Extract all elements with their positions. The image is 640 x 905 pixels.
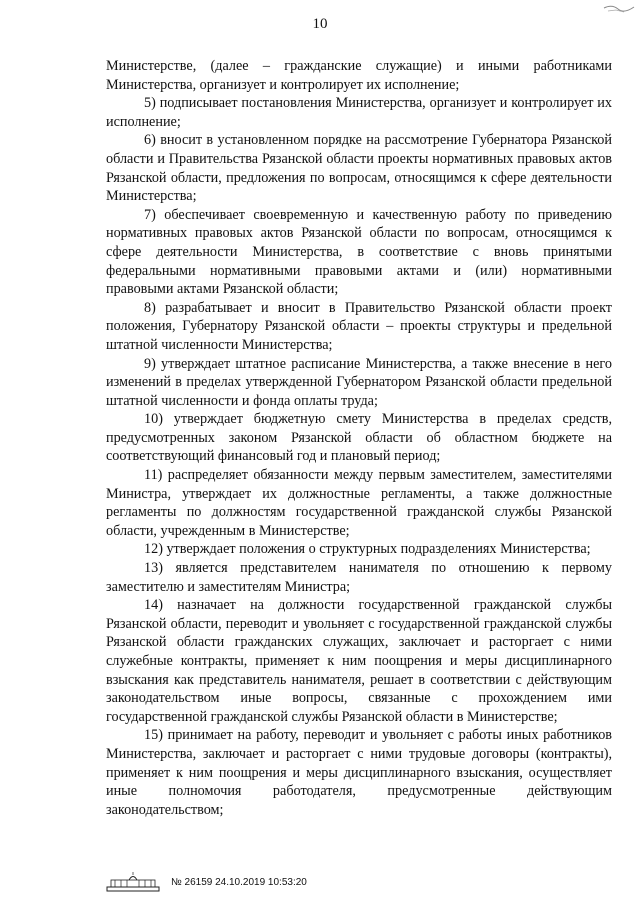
paragraph-item-13: 13) является представителем нанимателя по отношению к первому заместителю и заместителям Министра; bbox=[106, 560, 612, 595]
paragraph-item-12: 12) утверждает положения о структурных подразделениях Министерства; bbox=[144, 541, 591, 558]
page-number: 10 bbox=[312, 16, 328, 32]
document-footer bbox=[103, 871, 307, 893]
paragraph-item-6: 6) вносит в установленном порядке на рассмотрение Губернатора Рязанской области и Правительства Рязанской области проекты нормативных правовых актов Рязанской области, предложения по вопросам, относящимся к сфере деятельности Министерства; bbox=[106, 132, 612, 205]
document-body bbox=[106, 57, 612, 819]
paragraph-item-11: 11) распределяет обязанности между первым заместителем, заместителями Министра, утверждает их должностные регламенты, а также должностные регламенты по должностям государственной гражданской службы Рязанской области, учрежденным в Министерстве; bbox=[106, 467, 612, 539]
scan-artifact-mark bbox=[602, 2, 636, 14]
paragraph-continuation: Министерстве, (далее – гражданские служащие) и иными работниками Министерства, организует и контролирует их исполнение; bbox=[106, 58, 612, 93]
paragraph-item-10: 10) утверждает бюджетную смету Министерства в пределах средств, предусмотренных законом Рязанской области об областном бюджете на соответствующий финансовый год и плановый период; bbox=[106, 411, 612, 465]
paragraph-item-9: 9) утверждает штатное расписание Министерства, а также внесение в него изменений в пределах утвержденной Губернатором Рязанской области предельной штатной численности и фонда оплаты труда; bbox=[106, 355, 612, 409]
paragraph-item-14: 14) назначает на должности государственной гражданской службы Рязанской области, переводит и увольняет с государственной гражданской службы Рязанской области гражданских служащих, заключает и расторгает с ними служебные контракты, применяет к ним поощрения и меры дисциплинарного взыскания как представитель нанимателя, решает в соответствии с действующим законодательством иные вопросы, связанные с прохождением ими государственной гражданской службы Рязанской области в Министерстве; bbox=[106, 597, 612, 725]
paragraph-item-7: 7) обеспечивает своевременную и качественную работу по приведению нормативных правовых актов Рязанской области по вопросам, относящимся к сфере деятельности Министерства, в соответствие с вновь принятыми федеральными нормативными правовыми актами и (или) нормативными правовыми актами Рязанской области; bbox=[106, 206, 612, 298]
government-building-logo-icon bbox=[103, 871, 163, 893]
paragraph-item-5: 5) подписывает постановления Министерства, организует и контролирует их исполнение; bbox=[106, 95, 612, 130]
registration-number: № 26159 24.10.2019 10:53:20 bbox=[171, 876, 307, 888]
paragraph-item-8: 8) разрабатывает и вносит в Правительство Рязанской области проект положения, Губернатору Рязанской области – проекты структуры и предельной штатной численности Министерства; bbox=[106, 299, 612, 353]
paragraph-item-15: 15) принимает на работу, переводит и увольняет с работы иных работников Министерства, заключает и расторгает с ними трудовые договоры (контракты), применяет к ним поощрения и меры дисциплинарного взыскания, осуществляет иные полномочия работодателя, предусмотренные действующим законодательством; bbox=[106, 727, 612, 818]
